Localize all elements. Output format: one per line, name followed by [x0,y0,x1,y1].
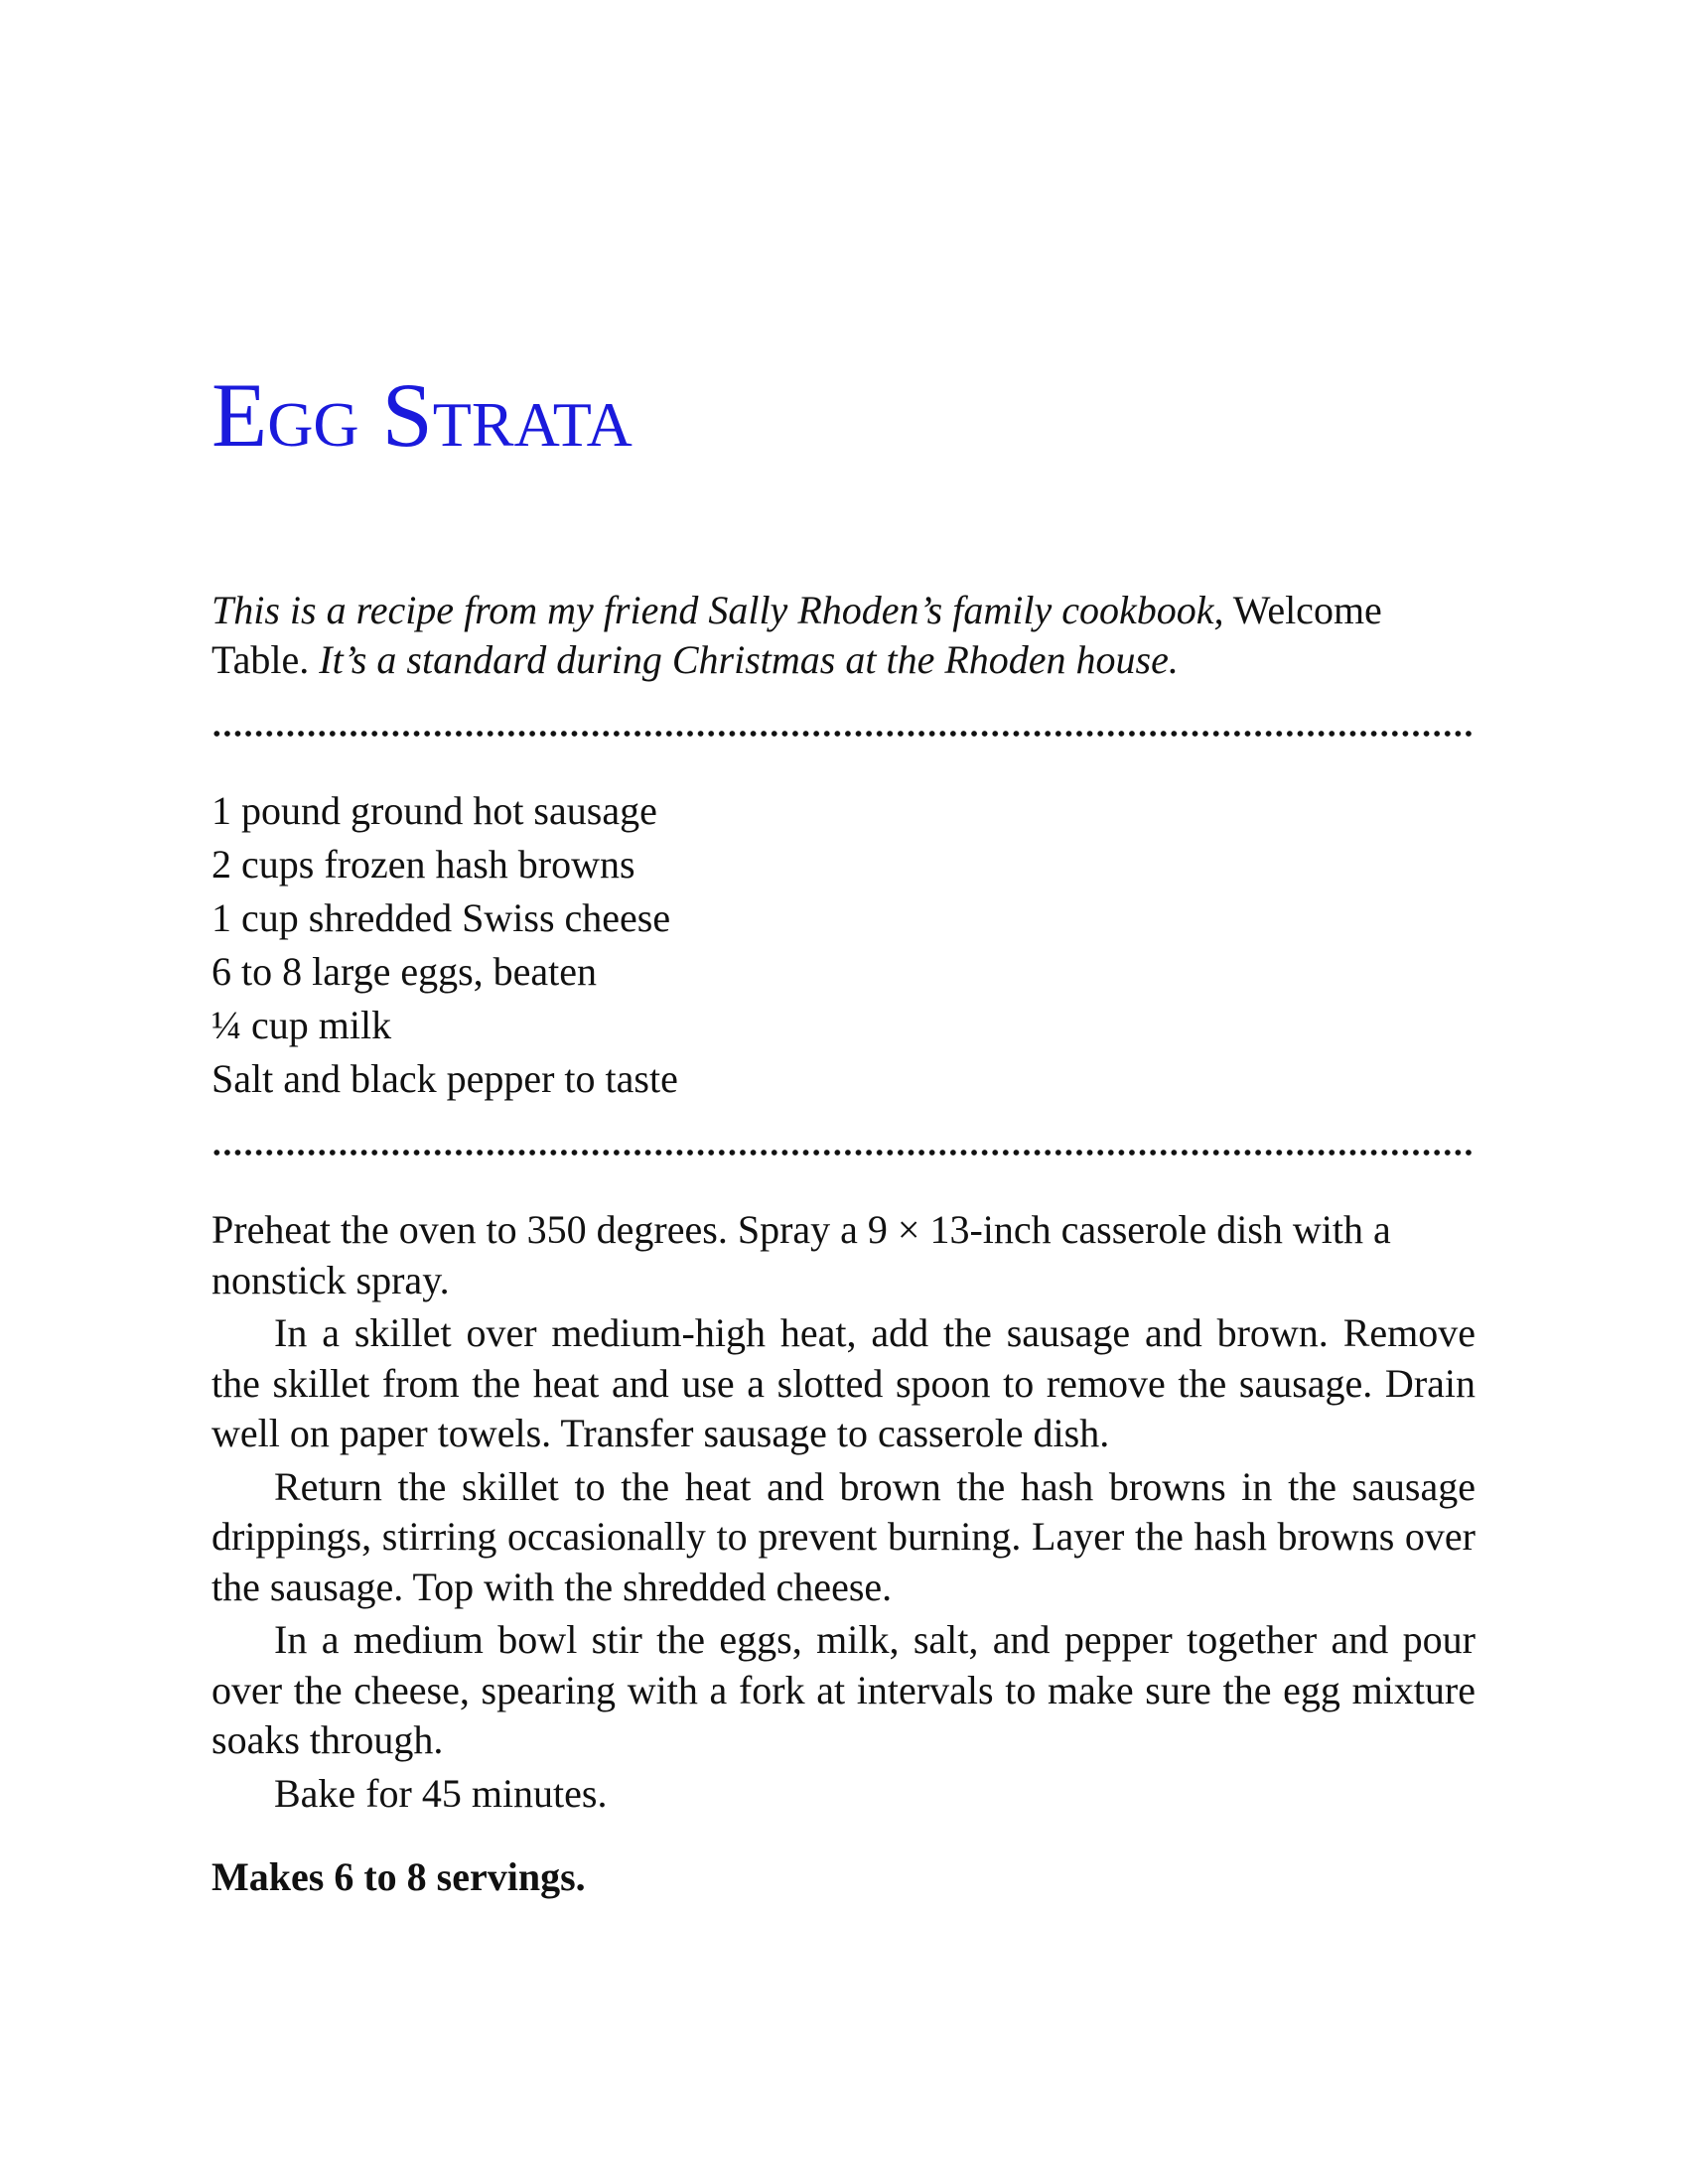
recipe-title: Egg Strata [211,364,633,466]
ingredient-item: 1 cup shredded Swiss cheese [211,895,671,940]
ingredient-item: ¼ cup milk [211,1003,392,1047]
ingredient-item: Salt and black pepper to taste [211,1056,678,1101]
direction-step: In a skillet over medium-high heat, add the sausage and brown. Remove the skillet from the heat and use a slotted spoon to remove the sausage. Drain well on paper towels. Transfer sausage to casserole dish. [211,1310,1476,1455]
intro-italic-start: This is a recipe from my friend Sally Rhoden’s family cookbook, [211,588,1224,632]
recipe-intro [211,586,1476,685]
direction-step: Return the skillet to the heat and brown the hash browns in the sausage drippings, stirring occasionally to prevent burning. Layer the hash browns over the sausage. Top with the shredded cheese. [211,1463,1476,1609]
intro-italic-end: It’s a standard during Christmas at the Rhoden house. [319,637,1179,682]
direction-step: In a medium bowl stir the eggs, milk, salt, and pepper together and pour over the cheese, spearing with a fork at intervals to make sure the egg mixture soaks through. [211,1617,1476,1762]
dotted-divider-top [211,730,1476,738]
recipe-page [211,0,1476,2184]
ingredient-item: 6 to 8 large eggs, beaten [211,949,598,994]
ingredient-item: 2 cups frozen hash browns [211,842,635,887]
ingredients-list [211,784,678,1106]
dotted-divider-bottom [211,1149,1476,1157]
direction-step: Bake for 45 minutes. [274,1770,608,1816]
ingredient-item: 1 pound ground hot sausage [211,788,657,833]
intro-book-title: Welcome Table. [211,588,1382,682]
directions [211,1205,1476,1822]
direction-step: Preheat the oven to 350 degrees. Spray a 9 × 13-inch casserole dish with a nonstick spray. [211,1207,1391,1302]
recipe-yield: Makes 6 to 8 servings. [211,1854,586,1899]
